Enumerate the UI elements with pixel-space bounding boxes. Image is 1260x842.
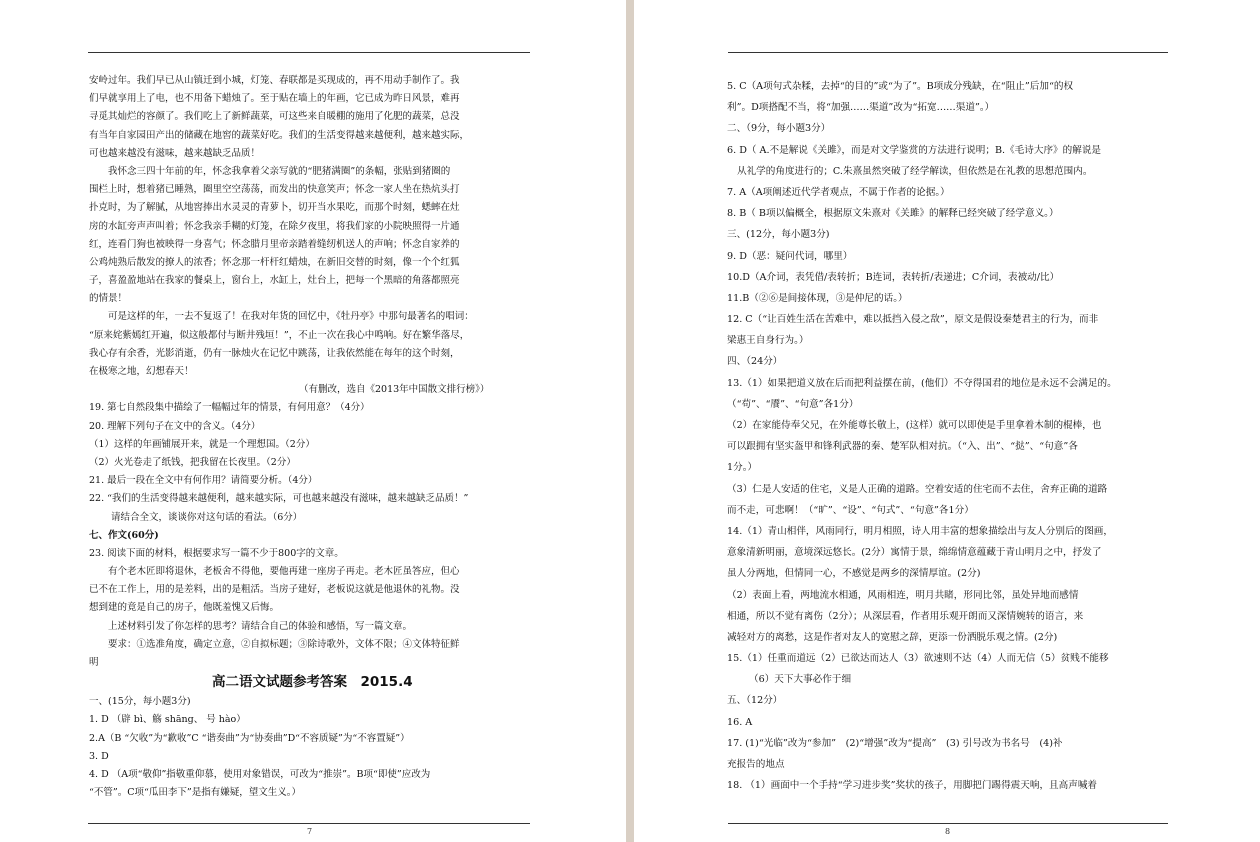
text-line: 12. C（“让百姓生活在苦难中，难以抵挡入侵之敌”，原文是假设秦楚君主的行为，而非 [727, 314, 1099, 326]
text-line: 3. D [89, 750, 109, 762]
text-line: 在极寒之地，幻想春天！ [89, 366, 194, 377]
text-line: 21. 最后一段在全文中有何作用？请简要分析。（4分） [89, 475, 318, 487]
text-line: 寻觅其灿烂的容颜了。我们吃上了新鲜蔬菜，可这些来自暖棚的施用了化肥的蔬菜，总没 [89, 111, 460, 123]
text-line: 从礼学的角度进行的；C.朱熹虽然突破了经学解读，但依然是在礼教的思想范围内。 [737, 165, 1093, 177]
page-number: 8 [945, 827, 951, 836]
text-line: （“苟”、“餍”、“句意”各1分） [727, 398, 859, 410]
page-number: 7 [307, 827, 313, 836]
text-line: 扑克时，为了解腻，从地窖捧出水灵灵的青萝卜，切开当水果吃，而那个时刻，蟋蟀在灶 [89, 202, 460, 214]
header-rule [88, 52, 530, 53]
text-line: 五、（12分） [727, 695, 783, 707]
text-line: 相通，所以不觉有离伤（2分）；从深层看，作者用乐观开朗而又深情婉转的语言，来 [727, 610, 1084, 622]
text-line: “原来姹紫嫣红开遍，似这般都付与断井残垣！”，不止一次在我心中鸣响。好在繁华落尽， [89, 329, 470, 341]
text-line: 可以跟拥有坚实盔甲和锋利武器的秦、楚军队相对抗。（“入、出”、“挞”、“句意”各 [727, 441, 1078, 453]
text-line: 1分。） [727, 462, 758, 474]
text-line: 红，连看门狗也被映得一身喜气；怀念腊月里帝亲踏着缝纫机送人的声响；怀念自家养的 [89, 238, 460, 250]
text-line: 上述材料引发了你怎样的思考？请结合自己的体验和感悟，写一篇文章。 [108, 620, 413, 632]
page-gutter [626, 0, 634, 842]
text-line: “不管”。C项“瓜田李下”是指有嫌疑，望文生义。） [89, 787, 301, 799]
text-line: （3）仁是人安适的住宅，义是人正确的道路。空着安适的住宅而不去住，舍弃正确的道路 [727, 483, 1108, 495]
text-line: 16. A [727, 716, 753, 728]
text-line: 围栏上时，想着猪已睡熟，圈里空空荡荡，而发出的快意笑声；怀念一家人坐在热炕头打 [89, 184, 460, 196]
text-line: 意象清新明丽，意境深远悠长。(2分）寓情于景，绵绵情意蕴藏于青山明月之中，抒发了 [727, 547, 1102, 559]
text-line: 20. 理解下列句子在文中的含义。（4分） [89, 420, 261, 432]
text-line: 虽人分两地，但情同一心，不感觉是两乡的深情厚谊。(2分) [727, 568, 981, 580]
text-line: 请结合全文，谈谈你对这句话的看法。（6分） [111, 511, 303, 523]
text-line: 4. D （A项“敬仰”指敬重仰慕，使用对象错误，可改为“推崇”。B项“即使”应改为 [89, 768, 431, 780]
header-rule [728, 52, 1168, 53]
text-line: （6）天下大事必作于细 [749, 674, 852, 686]
text-line: 们早就享用上了电，也不用备下蜡烛了。至于贴在墙上的年画，它已成为昨日风景，难再 [89, 93, 460, 105]
text-line: 有当年自家园田产出的储藏在地窖的蔬菜好吃。我们的生活变得越来越便利，越来越实际， [89, 129, 470, 141]
text-line: 房的水缸旁声声叫着；怀念我亲手糊的灯笼，在除夕夜里，将我们家的小院映照得一片通 [89, 220, 460, 232]
text-line: 要求：①选准角度，确定立意，②自拟标题；③除诗歌外，文体不限；④文体特征鲜 [108, 638, 460, 650]
text-line: 14.（1）青山相伴，风雨同行，明月相照，诗人用丰富的想象描绘出与友人分别后的图画， [727, 525, 1113, 537]
page-8-text [727, 76, 1172, 796]
answer-key-title: 高二语文试题参考答案 2015.4 [212, 674, 413, 691]
text-line: （2）在家能侍奉父兄，在外能尊长敬上，(这样）就可以即使是手里拿着木制的棍棒，也 [727, 420, 1102, 431]
text-line: 15.（1）任重而道远（2）已欲达而达人（3）欲速则不达（4）人而无信（5）贫贱不能移 [727, 653, 1109, 665]
text-line: 10.D（A介词，表凭借/表转折；B连词，表转折/表递进；C介词，表被动/比） [727, 271, 1060, 283]
text-line: 2.A（B “欠收”为“歉收”C “谐奏曲”为“协奏曲”D“不容质疑”为“不容置疑”） [89, 732, 410, 744]
text-line: 减轻对方的离愁，这是作者对友人的宽慰之辞，更添一份洒脱乐观之情。(2分) [727, 631, 1058, 643]
text-line: 想到建的竟是自己的房子，他既羞愧又后悔。 [89, 602, 280, 614]
text-line: 13.（1）如果把道义放在后而把利益摆在前，(他们）不夺得国君的地位是永远不会满足的。 [727, 377, 1117, 389]
text-line: 9. D（恶：疑问代词，哪里） [727, 250, 853, 262]
text-line: （有删改，选自《2013年中国散文排行榜》） [299, 384, 490, 396]
text-line: 17. (1)“光临”改为“参加” (2)“增强”改为“提高” (3) 引号改为书名号 (4)补 [727, 737, 1063, 749]
text-line: 明 [89, 657, 99, 668]
text-line: （2）表面上看，两地流水相通，风雨相连，明月共睹，形同比邻，虽处异地而感情 [727, 589, 1079, 601]
text-line: （1）这样的年画铺展开来，就是一个理想国。（2分） [89, 438, 315, 450]
text-line: 充报告的地点 [727, 759, 785, 770]
text-line: 安岭过年。我们早已从山镇迁到小城，灯笼、春联都是买现成的，再不用动手制作了。我 [89, 75, 460, 86]
text-line: 公鸡炖熟后散发的撩人的浓香；怀念那一杆杆红蜡烛，在新旧交替的时刻，像一个个红狐 [89, 256, 460, 268]
page-7 [0, 0, 626, 842]
text-line: （2）火光卷走了纸钱，把我留在长夜里。（2分） [89, 456, 296, 468]
text-line: 1. D （辟 bì、觞 shāng、 号 hào） [89, 714, 246, 726]
text-line: 四、（24分） [727, 356, 783, 368]
text-line: 的情景！ [89, 293, 128, 305]
text-line: 一、(15分，每小题3分) [89, 696, 191, 708]
text-line: 18. （1）画面中一个手持“学习进步奖”奖状的孩子，用脚把门踢得震天响，且高声喊着 [727, 780, 1098, 792]
page-8 [634, 0, 1260, 842]
text-line: 有个老木匠即将退休，老板舍不得他，要他再建一座房子再走。老木匠虽答应，但心 [108, 566, 460, 578]
text-line: 我怀念三四十年前的年，怀念我拿着父亲写就的“肥猪满圈”的条幅，张贴到猪圈的 [108, 165, 451, 177]
page-7-text [89, 72, 533, 802]
text-line: 22. “我们的生活变得越来越便利，越来越实际，可也越来越没有滋味，越来越缺乏品质！” [89, 493, 469, 505]
text-line: 6. D（ A.不是解说《关雎》，而是对文学鉴赏的方法进行说明；B.《毛诗大序》的解说是 [727, 144, 1102, 156]
footer-rule [728, 823, 1168, 824]
text-line: 19. 第七自然段集中描绘了一幅幅过年的情景，有何用意？（4分） [89, 402, 370, 414]
text-line: 梁惠王自身行为。） [727, 335, 809, 347]
footer-rule [88, 823, 530, 824]
text-line: 七、作文(60分) [89, 529, 159, 541]
text-line: 而不走，可悲啊！（“旷”、“设”、“句式”、“句意”各1分） [727, 504, 974, 516]
text-line: 利”。D项搭配不当，将“加强……渠道”改为“拓宽……渠道”。） [727, 102, 995, 114]
text-line: 我心存有余香，光影消逝，仍有一脉烛火在记忆中跳荡，让我依然能在每年的这个时刻， [89, 347, 460, 359]
text-line: 已不在工作上，用的是差料，出的是粗活。当房子建好，老板说这就是他退休的礼物。没 [89, 584, 460, 596]
text-line: 5. C（A项句式杂糅，去掉“的目的”或“为了”。B项成分残缺，在“阻止”后加“的权 [727, 81, 1074, 92]
text-line: 可也越来越没有滋味，越来越缺乏品质！ [89, 147, 261, 159]
text-line: 可是这样的年，一去不复返了！在我对年货的回忆中，《牡丹亭》中那句最著名的唱词： [108, 311, 474, 323]
text-line: 23. 阅读下面的材料，根据要求写一篇不少于800字的文章。 [89, 547, 344, 559]
text-line: 三、(12分，每小题3分) [727, 229, 830, 241]
text-line: 二、（9分，每小题3分） [727, 123, 831, 135]
text-line: 8. B（ B项以偏概全，根据原文朱熹对《关雎》的解释已经突破了经学意义。） [727, 208, 1059, 220]
text-line: 子，喜盈盈地站在我家的餐桌上，窗台上，水缸上，灶台上，把每一个黑暗的角落都照亮 [89, 275, 460, 287]
text-line: 7. A（A项阐述近代学者观点，不属于作者的论据。） [727, 186, 950, 198]
text-line: 11.B（②⑥是间接体现，③是仲尼的话。） [727, 292, 908, 304]
